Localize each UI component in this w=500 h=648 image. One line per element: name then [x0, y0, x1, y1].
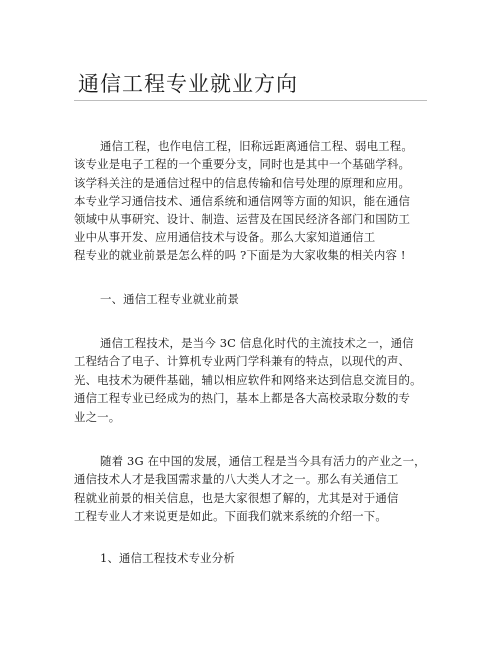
- paragraph-line: 随着 3G 在中国的发展，通信工程是当今具有活力的产业之一，: [100, 454, 426, 468]
- section-heading: 一、通信工程专业就业前景: [100, 292, 240, 306]
- paragraph-line: 该学科关注的是通信过程中的信息传输和信号处理的原理和应用。: [74, 176, 411, 190]
- paragraph-line: 业中从事开发、应用通信技术与设备。那么大家知道通信工: [74, 230, 376, 244]
- page-title: 通信工程专业就业方向: [78, 72, 298, 96]
- paragraph-line: 光、电技术为硬件基础，辅以相应软件和网络来达到信息交流目的。: [74, 373, 422, 387]
- paragraph-line: 通信工程，也作电信工程，旧称远距离通信工程、弱电工程。: [100, 139, 413, 153]
- paragraph-line: 程专业的就业前景是怎么样的吗 ?下面是为大家收集的相关内容 !: [74, 248, 406, 262]
- paragraph-line: 该专业是电子工程的一个重要分支，同时也是其中一个基础学科。: [74, 157, 411, 171]
- paragraph-line: 通信工程技术，是当今 3C 信息化时代的主流技术之一，通信: [100, 336, 414, 350]
- paragraph-line: 工程专业人才来说更是如此。下面我们就来系统的介绍一下。: [74, 509, 387, 523]
- paragraph-line: 领域中从事研究、设计、制造、运营及在国民经济各部门和国防工: [74, 212, 411, 226]
- paragraph-line: 工程结合了电子、计算机专业两门学科兼有的特点，以现代的声、: [74, 354, 411, 368]
- title-divider: [74, 100, 427, 101]
- paragraph-line: 程就业前景的相关信息，也是大家很想了解的，尤其是对于通信: [74, 491, 399, 505]
- paragraph-line: 本专业学习通信技术、通信系统和通信网等方面的知识，能在通信: [74, 194, 411, 208]
- paragraph-line: 通信技术人才是我国需求量的八大类人才之一。那么有关通信工: [74, 472, 399, 486]
- paragraph-line: 通信工程专业已经成为的热门，基本上都是各大高校录取分数的专: [74, 391, 411, 405]
- subsection-heading: 1、通信工程技术专业分析: [100, 551, 235, 565]
- paragraph-line: 业之一。: [74, 410, 121, 424]
